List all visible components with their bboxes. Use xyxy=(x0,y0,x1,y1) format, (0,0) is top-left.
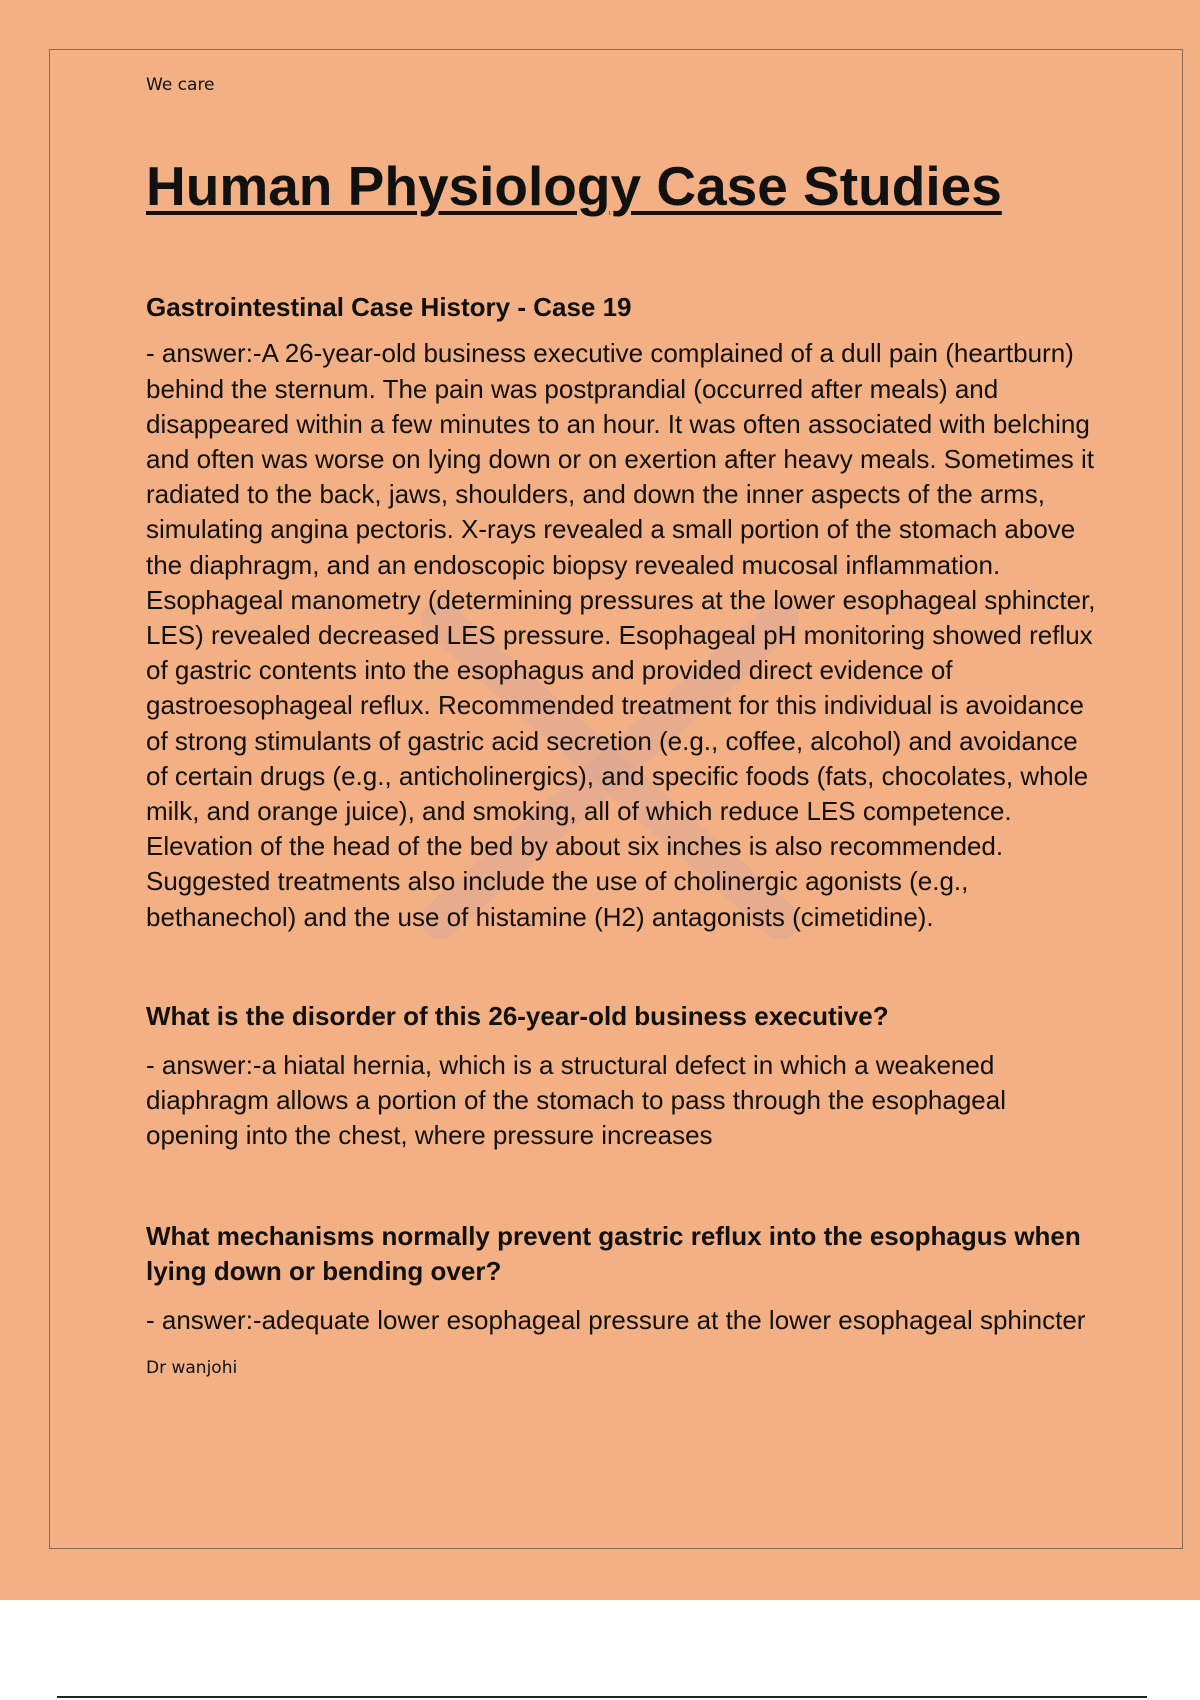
question-1: What is the disorder of this 26-year-old business executive? xyxy=(146,1000,889,1031)
bottom-divider xyxy=(57,1696,1147,1698)
question-2: What mechanisms normally prevent gastric reflux into the esophagus when lying down or bending over? xyxy=(146,1221,1081,1287)
document-content xyxy=(146,70,1096,1379)
case-description: - answer:-A 26-year-old business executive complained of a dull pain (heartburn) behind the sternum. The pain was postprandial (occurred after meals) and disappeared within a few minutes to an hour. It was often associated with belching and often was worse on lying down or on exertion after heavy meals. Sometimes it radiated to the back, jaws, shoulders, and down the inner aspects of the arms, simulating angina pectoris. X-rays revealed a small portion of the stomach above the diaphragm, and an endoscopic biopsy revealed mucosal inflammation. Esophageal manometry (determining pressures at the lower esophageal sphincter, LES) revealed decreased LES pressure. Esophageal pH monitoring showed reflux of gastric contents into the esophagus and provided direct evidence of gastroesophageal reflux. Recommended treatment for this individual is avoidance of strong stimulants of gastric acid secretion (e.g., coffee, alcohol) and avoidance of certain drugs (e.g., anticholinergics), and specific foods (fats, chocolates, whole milk, and orange juice), and smoking, all of which reduce LES competence. Elevation of the head of the bed by about six inches is also recommended. Suggested treatments also include the use of cholinergic agonists (e.g., bethanechol) and the use of histamine (H2) antagonists (cimetidine). xyxy=(146,338,1096,932)
case-heading: Gastrointestinal Case History - Case 19 xyxy=(146,291,632,322)
answer-2: - answer:-adequate lower esophageal pressure at the lower esophageal sphincter xyxy=(146,1305,1086,1336)
header-tagline: We care xyxy=(146,75,215,95)
page-title: Human Physiology Case Studies xyxy=(146,155,1002,218)
footer-author: Dr wanjohi xyxy=(146,1357,238,1378)
answer-1: - answer:-a hiatal hernia, which is a structural defect in which a weakened diaphragm allows a portion of the stomach to pass through the esophageal opening into the chest, where pressure increases xyxy=(146,1049,1006,1151)
